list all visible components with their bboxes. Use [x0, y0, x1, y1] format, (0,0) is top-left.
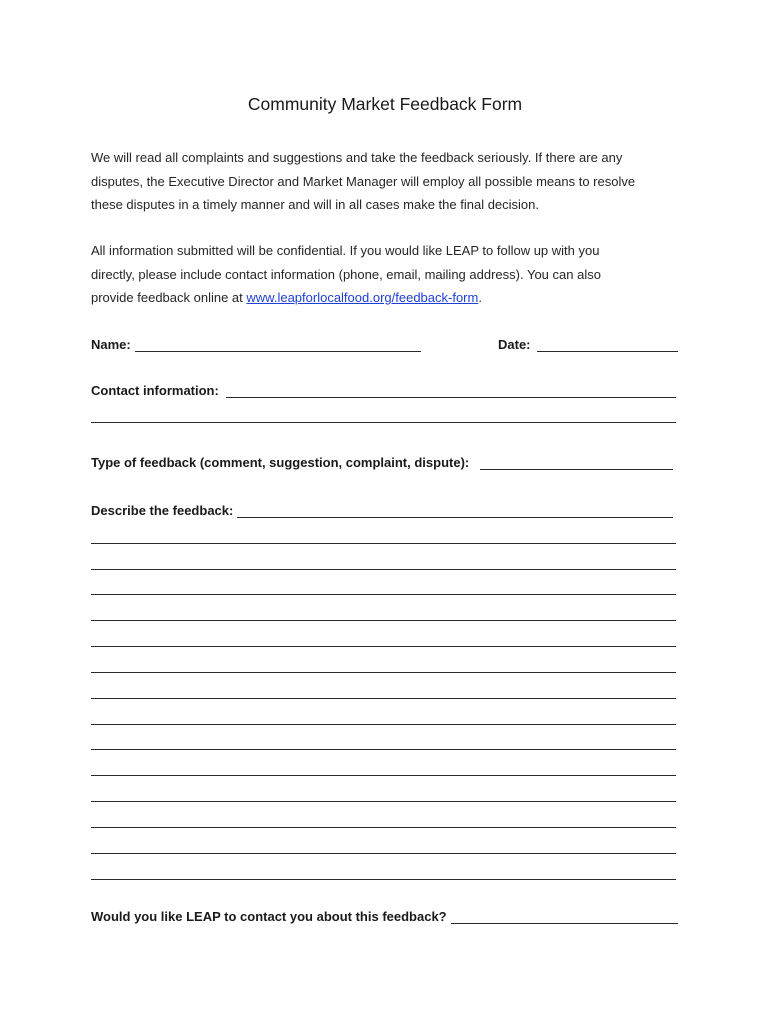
name-field[interactable]	[135, 351, 421, 352]
describe-feedback-line[interactable]	[91, 749, 676, 750]
describe-feedback-line[interactable]	[91, 775, 676, 776]
describe-feedback-line[interactable]	[91, 620, 676, 621]
describe-feedback-line[interactable]	[91, 569, 676, 570]
describe-feedback-line[interactable]	[91, 801, 676, 802]
describe-feedback-line[interactable]	[91, 853, 676, 854]
intro-line: disputes, the Executive Director and Market Manager will employ all possible means to resolve	[91, 173, 636, 189]
describe-feedback-line[interactable]	[91, 698, 676, 699]
describe-feedback-line[interactable]	[91, 646, 676, 647]
describe-feedback-line[interactable]	[91, 594, 676, 595]
feedback-type-field[interactable]	[480, 469, 673, 470]
date-field[interactable]	[537, 351, 678, 352]
confidentiality-line: directly, please include contact information (phone, email, mailing address). You can also	[91, 266, 601, 282]
describe-feedback-line[interactable]	[91, 724, 676, 725]
online-feedback-prefix: provide feedback online at	[91, 290, 247, 305]
date-label: Date:	[498, 337, 531, 352]
intro-paragraph	[91, 146, 691, 217]
describe-feedback-line[interactable]	[91, 827, 676, 828]
describe-feedback-line[interactable]	[91, 672, 676, 673]
describe-feedback-line[interactable]	[91, 543, 676, 544]
online-feedback-line	[91, 286, 691, 310]
confidentiality-paragraph	[91, 239, 691, 310]
contact-request-field[interactable]	[451, 923, 678, 924]
contact-information-extra-line[interactable]	[91, 422, 676, 423]
feedback-form-link[interactable]: www.leapforlocalfood.org/feedback-form	[246, 290, 479, 305]
confidentiality-line: All information submitted will be confidential. If you would like LEAP to follow up with you	[91, 243, 600, 258]
intro-line: these disputes in a timely manner and will in all cases make the final decision.	[91, 197, 540, 212]
contact-information-field[interactable]	[226, 397, 676, 398]
describe-feedback-line[interactable]	[91, 879, 676, 880]
contact-request-label: Would you like LEAP to contact you about this feedback?	[91, 909, 447, 924]
describe-feedback-label: Describe the feedback:	[91, 503, 234, 518]
online-feedback-suffix: .	[478, 290, 482, 305]
intro-line: We will read all complaints and suggestions and take the feedback seriously. If there are any	[91, 150, 623, 165]
name-label: Name:	[91, 337, 131, 352]
page-title: Community Market Feedback Form	[247, 94, 523, 114]
contact-information-label: Contact information:	[91, 383, 219, 398]
describe-feedback-field[interactable]	[237, 517, 673, 518]
feedback-type-label: Type of feedback (comment, suggestion, complaint, dispute):	[91, 455, 470, 470]
